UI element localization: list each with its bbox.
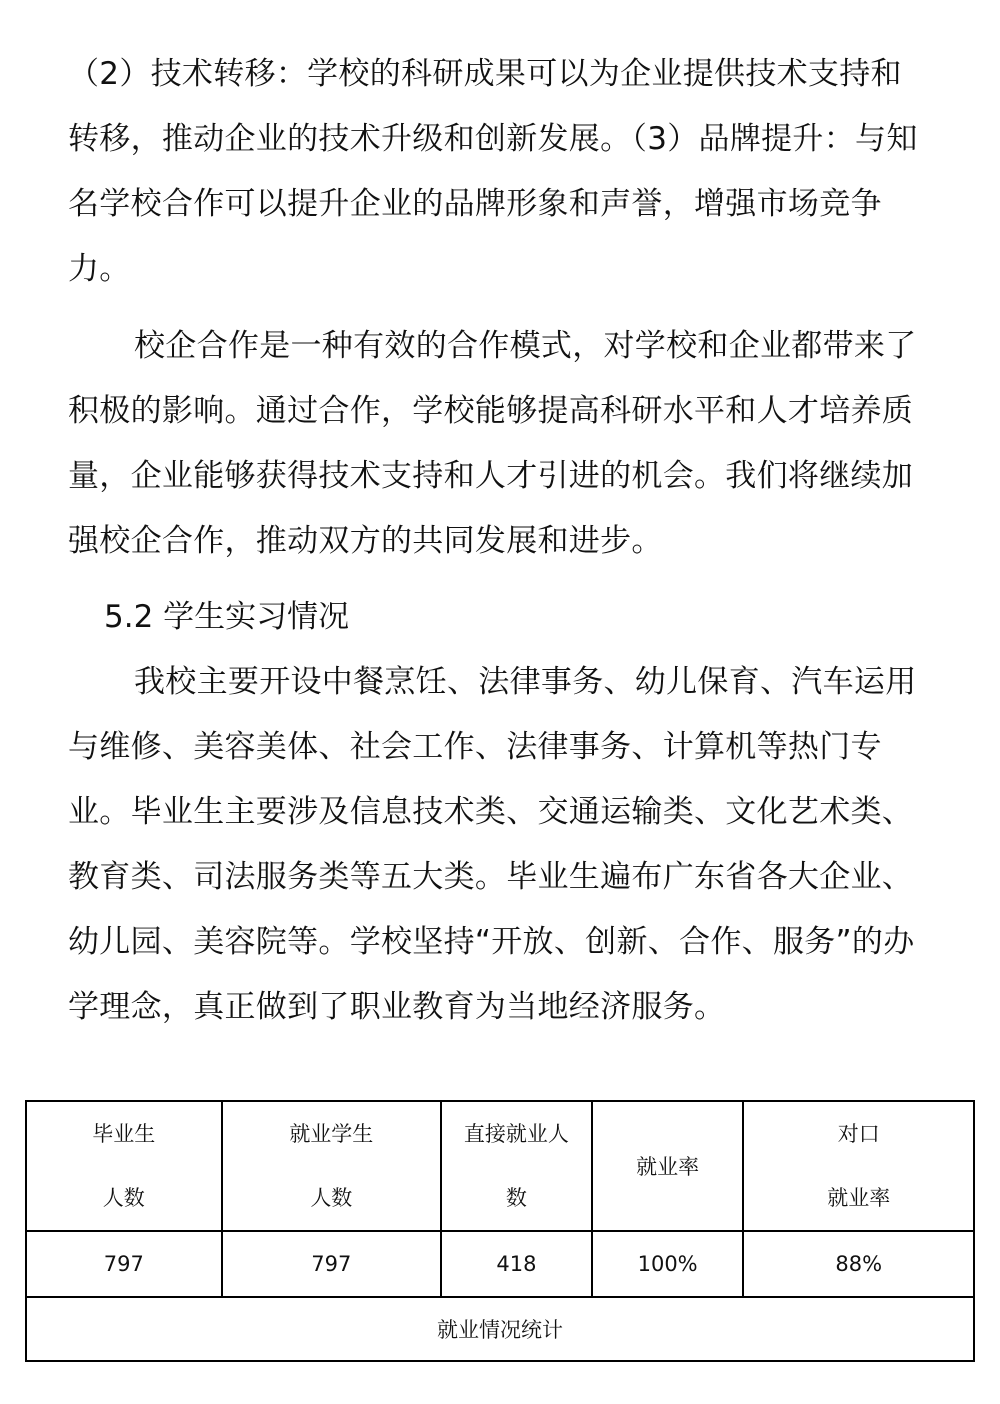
value-direct-employed: 418 <box>441 1231 592 1297</box>
paragraph-tech-transfer: （2）技术转移：学校的科研成果可以为企业提供技术支持和转移，推动企业的技术升级和创新发展。（3）品牌提升：与知名学校合作可以提升企业的品牌形象和声誉，增强市场竞争力。 <box>68 56 918 287</box>
employment-stats-table <box>25 1100 975 1362</box>
value-graduates: 797 <box>26 1231 222 1297</box>
header-line: 就业率 <box>827 1186 891 1210</box>
paragraph-cooperation-summary: 校企合作是一种有效的合作模式，对学校和企业都带来了积极的影响。通过合作，学校能够提高科研水平和人才培养质量，企业能够获得技术支持和人才引进的机会。我们将继续加强校企合作，推动双方的共同发展和进步。 <box>68 328 917 559</box>
header-line: 就业率 <box>636 1155 700 1179</box>
table-row <box>26 1231 974 1297</box>
header-line: 直接就业人 <box>463 1122 569 1146</box>
table-caption-row <box>26 1297 974 1361</box>
header-line: 人数 <box>102 1186 145 1210</box>
table-header-row <box>26 1101 974 1231</box>
header-employment-rate <box>592 1101 744 1231</box>
section-heading: 5.2 学生实习情况 <box>104 599 350 635</box>
table-caption: 就业情况统计 <box>26 1297 974 1361</box>
value-matched-rate: 88% <box>743 1231 974 1297</box>
header-line: 数 <box>505 1186 527 1210</box>
header-employed <box>222 1101 442 1231</box>
paragraph-internship: 我校主要开设中餐烹饪、法律事务、幼儿保育、汽车运用与维修、美容美体、社会工作、法律事务、计算机等热门专业。毕业生主要涉及信息技术类、交通运输类、文化艺术类、教育类、司法服务类等五大类。毕业生遍布广东省各大企业、幼儿园、美容院等。学校坚持“开放、创新、合作、服务”的办学理念，真正做到了职业教育为当地经济服务。 <box>68 664 917 1025</box>
value-employed: 797 <box>222 1231 442 1297</box>
header-line: 人数 <box>310 1186 353 1210</box>
header-graduates <box>26 1101 222 1231</box>
value-employment-rate: 100% <box>592 1231 744 1297</box>
header-line: 对口 <box>837 1122 880 1146</box>
header-line: 毕业生 <box>92 1122 156 1146</box>
header-matched-rate <box>743 1101 974 1231</box>
header-line: 就业学生 <box>289 1122 374 1146</box>
header-direct-employed <box>441 1101 592 1231</box>
